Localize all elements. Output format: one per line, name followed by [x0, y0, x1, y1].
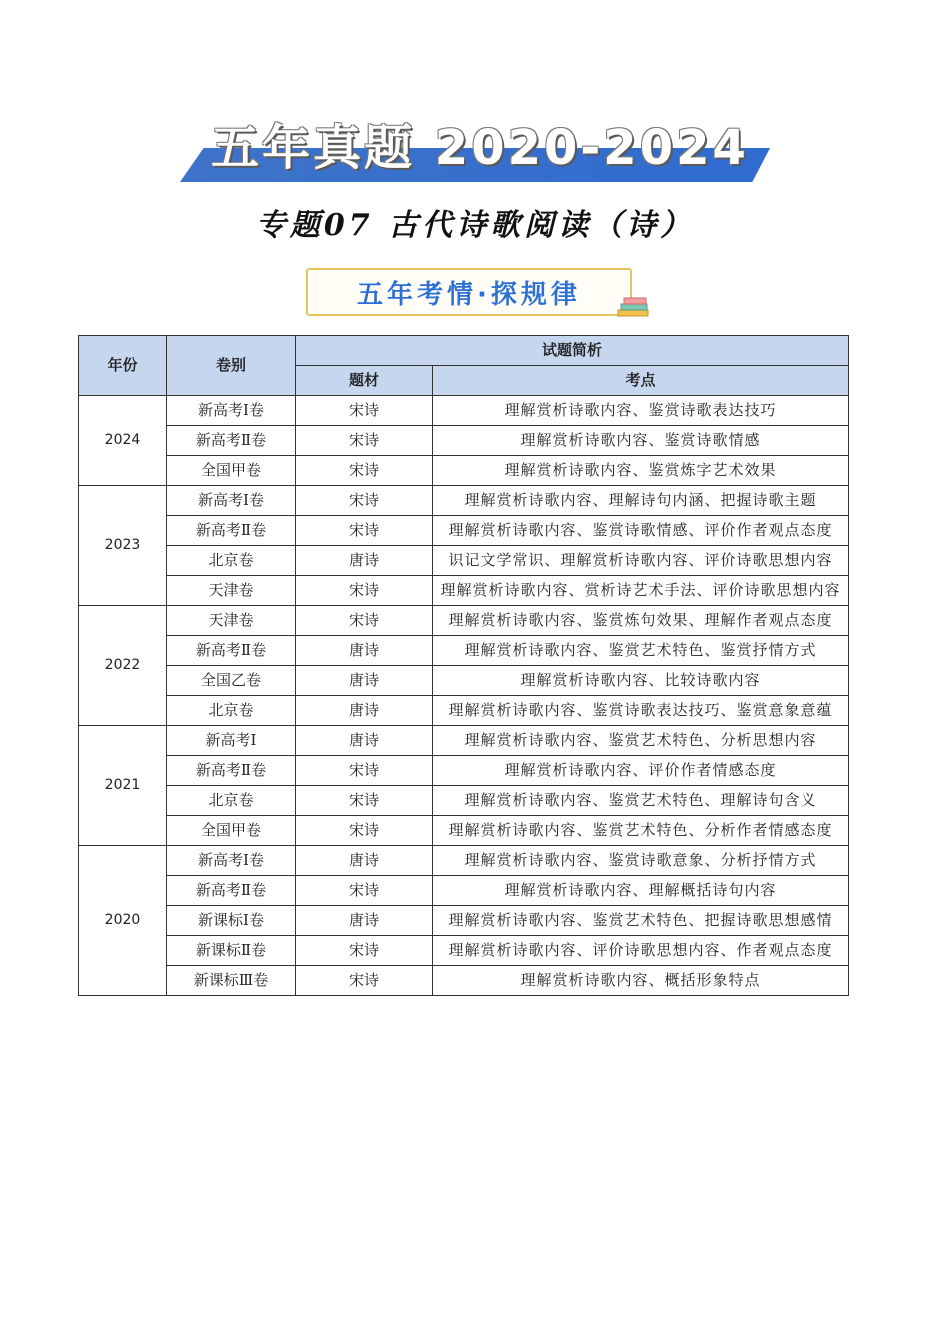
points-cell: 理解赏析诗歌内容、理解概括诗句内容: [433, 876, 849, 906]
points-cell: 理解赏析诗歌内容、鉴赏诗歌情感: [433, 426, 849, 456]
paper-cell: 新高考Ⅱ卷: [167, 756, 296, 786]
paper-cell: 新课标Ⅲ卷: [167, 966, 296, 996]
points-cell: 理解赏析诗歌内容、鉴赏诗歌表达技巧、鉴赏意象意蕴: [433, 696, 849, 726]
subject-cell: 唐诗: [296, 636, 433, 666]
year-cell: 2020: [79, 846, 167, 996]
subject-cell: 宋诗: [296, 606, 433, 636]
subject-cell: 宋诗: [296, 756, 433, 786]
subject-cell: 宋诗: [296, 966, 433, 996]
table-row: [79, 456, 849, 486]
paper-cell: 全国甲卷: [167, 816, 296, 846]
header-points: 考点: [433, 366, 849, 396]
header-subject: 题材: [296, 366, 433, 396]
subject-cell: 宋诗: [296, 516, 433, 546]
table-row: [79, 516, 849, 546]
exam-analysis-table: [78, 335, 849, 996]
subject-cell: 唐诗: [296, 696, 433, 726]
table-row: [79, 906, 849, 936]
subject-cell: 宋诗: [296, 876, 433, 906]
paper-cell: 新高考Ⅱ卷: [167, 516, 296, 546]
points-cell: 理解赏析诗歌内容、鉴赏艺术特色、分析思想内容: [433, 726, 849, 756]
table-row: [79, 936, 849, 966]
points-cell: 理解赏析诗歌内容、鉴赏炼句效果、理解作者观点态度: [433, 606, 849, 636]
points-cell: 理解赏析诗歌内容、鉴赏诗歌情感、评价作者观点态度: [433, 516, 849, 546]
paper-cell: 全国乙卷: [167, 666, 296, 696]
subject-cell: 宋诗: [296, 786, 433, 816]
table-row: [79, 876, 849, 906]
books-icon: [616, 296, 650, 318]
points-cell: 理解赏析诗歌内容、鉴赏炼字艺术效果: [433, 456, 849, 486]
table-row: [79, 546, 849, 576]
subject-cell: 宋诗: [296, 456, 433, 486]
table-row: [79, 666, 849, 696]
table-row: [79, 486, 849, 516]
subject-cell: 宋诗: [296, 576, 433, 606]
table-row: [79, 846, 849, 876]
table-row: [79, 786, 849, 816]
header-banner: [180, 118, 770, 184]
paper-cell: 天津卷: [167, 576, 296, 606]
paper-cell: 北京卷: [167, 546, 296, 576]
table-row: [79, 426, 849, 456]
points-cell: 理解赏析诗歌内容、评价诗歌思想内容、作者观点态度: [433, 936, 849, 966]
points-cell: 理解赏析诗歌内容、鉴赏诗歌意象、分析抒情方式: [433, 846, 849, 876]
year-cell: 2023: [79, 486, 167, 606]
header-paper: 卷别: [167, 336, 296, 396]
subject-cell: 宋诗: [296, 486, 433, 516]
subject-cell: 唐诗: [296, 846, 433, 876]
subject-cell: 唐诗: [296, 546, 433, 576]
paper-cell: 新高考Ⅰ卷: [167, 846, 296, 876]
subject-cell: 唐诗: [296, 906, 433, 936]
paper-cell: 天津卷: [167, 606, 296, 636]
table-row: [79, 636, 849, 666]
subject-cell: 宋诗: [296, 816, 433, 846]
points-cell: 理解赏析诗歌内容、鉴赏诗歌表达技巧: [433, 396, 849, 426]
paper-cell: 新高考Ⅱ卷: [167, 426, 296, 456]
paper-cell: 北京卷: [167, 696, 296, 726]
paper-cell: 新高考Ⅱ卷: [167, 876, 296, 906]
paper-cell: 新课标Ⅰ卷: [167, 906, 296, 936]
points-cell: 理解赏析诗歌内容、评价作者情感态度: [433, 756, 849, 786]
subject-cell: 唐诗: [296, 726, 433, 756]
topic-title: 专题07 古代诗歌阅读（诗）: [255, 208, 695, 243]
table-row: [79, 966, 849, 996]
year-cell: 2024: [79, 396, 167, 486]
subject-cell: 宋诗: [296, 396, 433, 426]
paper-cell: 新高考Ⅰ卷: [167, 486, 296, 516]
points-cell: 理解赏析诗歌内容、鉴赏艺术特色、理解诗句含义: [433, 786, 849, 816]
paper-cell: 新课标Ⅱ卷: [167, 936, 296, 966]
paper-cell: 新高考Ⅰ: [167, 726, 296, 756]
points-cell: 理解赏析诗歌内容、赏析诗艺术手法、评价诗歌思想内容: [433, 576, 849, 606]
paper-cell: 新高考Ⅱ卷: [167, 636, 296, 666]
table-row: [79, 696, 849, 726]
table-row: [79, 756, 849, 786]
paper-cell: 全国甲卷: [167, 456, 296, 486]
points-cell: 理解赏析诗歌内容、鉴赏艺术特色、鉴赏抒情方式: [433, 636, 849, 666]
table-row: [79, 576, 849, 606]
year-cell: 2021: [79, 726, 167, 846]
year-cell: 2022: [79, 606, 167, 726]
header-analysis: 试题简析: [296, 336, 849, 366]
points-cell: 理解赏析诗歌内容、比较诗歌内容: [433, 666, 849, 696]
section-badge: [306, 268, 632, 316]
points-cell: 理解赏析诗歌内容、鉴赏艺术特色、分析作者情感态度: [433, 816, 849, 846]
subject-cell: 宋诗: [296, 936, 433, 966]
subject-cell: 唐诗: [296, 666, 433, 696]
points-cell: 理解赏析诗歌内容、概括形象特点: [433, 966, 849, 996]
table-row: [79, 726, 849, 756]
table-body: [79, 396, 849, 996]
table-row: [79, 396, 849, 426]
points-cell: 识记文学常识、理解赏析诗歌内容、评价诗歌思想内容: [433, 546, 849, 576]
table-row: [79, 606, 849, 636]
table-row: [79, 816, 849, 846]
banner-title: 五年真题 2020-2024: [211, 120, 749, 176]
header-year: 年份: [79, 336, 167, 396]
section-badge-label: 五年考情·探规律: [357, 279, 581, 310]
subject-cell: 宋诗: [296, 426, 433, 456]
paper-cell: 北京卷: [167, 786, 296, 816]
paper-cell: 新高考Ⅰ卷: [167, 396, 296, 426]
points-cell: 理解赏析诗歌内容、理解诗句内涵、把握诗歌主题: [433, 486, 849, 516]
points-cell: 理解赏析诗歌内容、鉴赏艺术特色、把握诗歌思想感情: [433, 906, 849, 936]
